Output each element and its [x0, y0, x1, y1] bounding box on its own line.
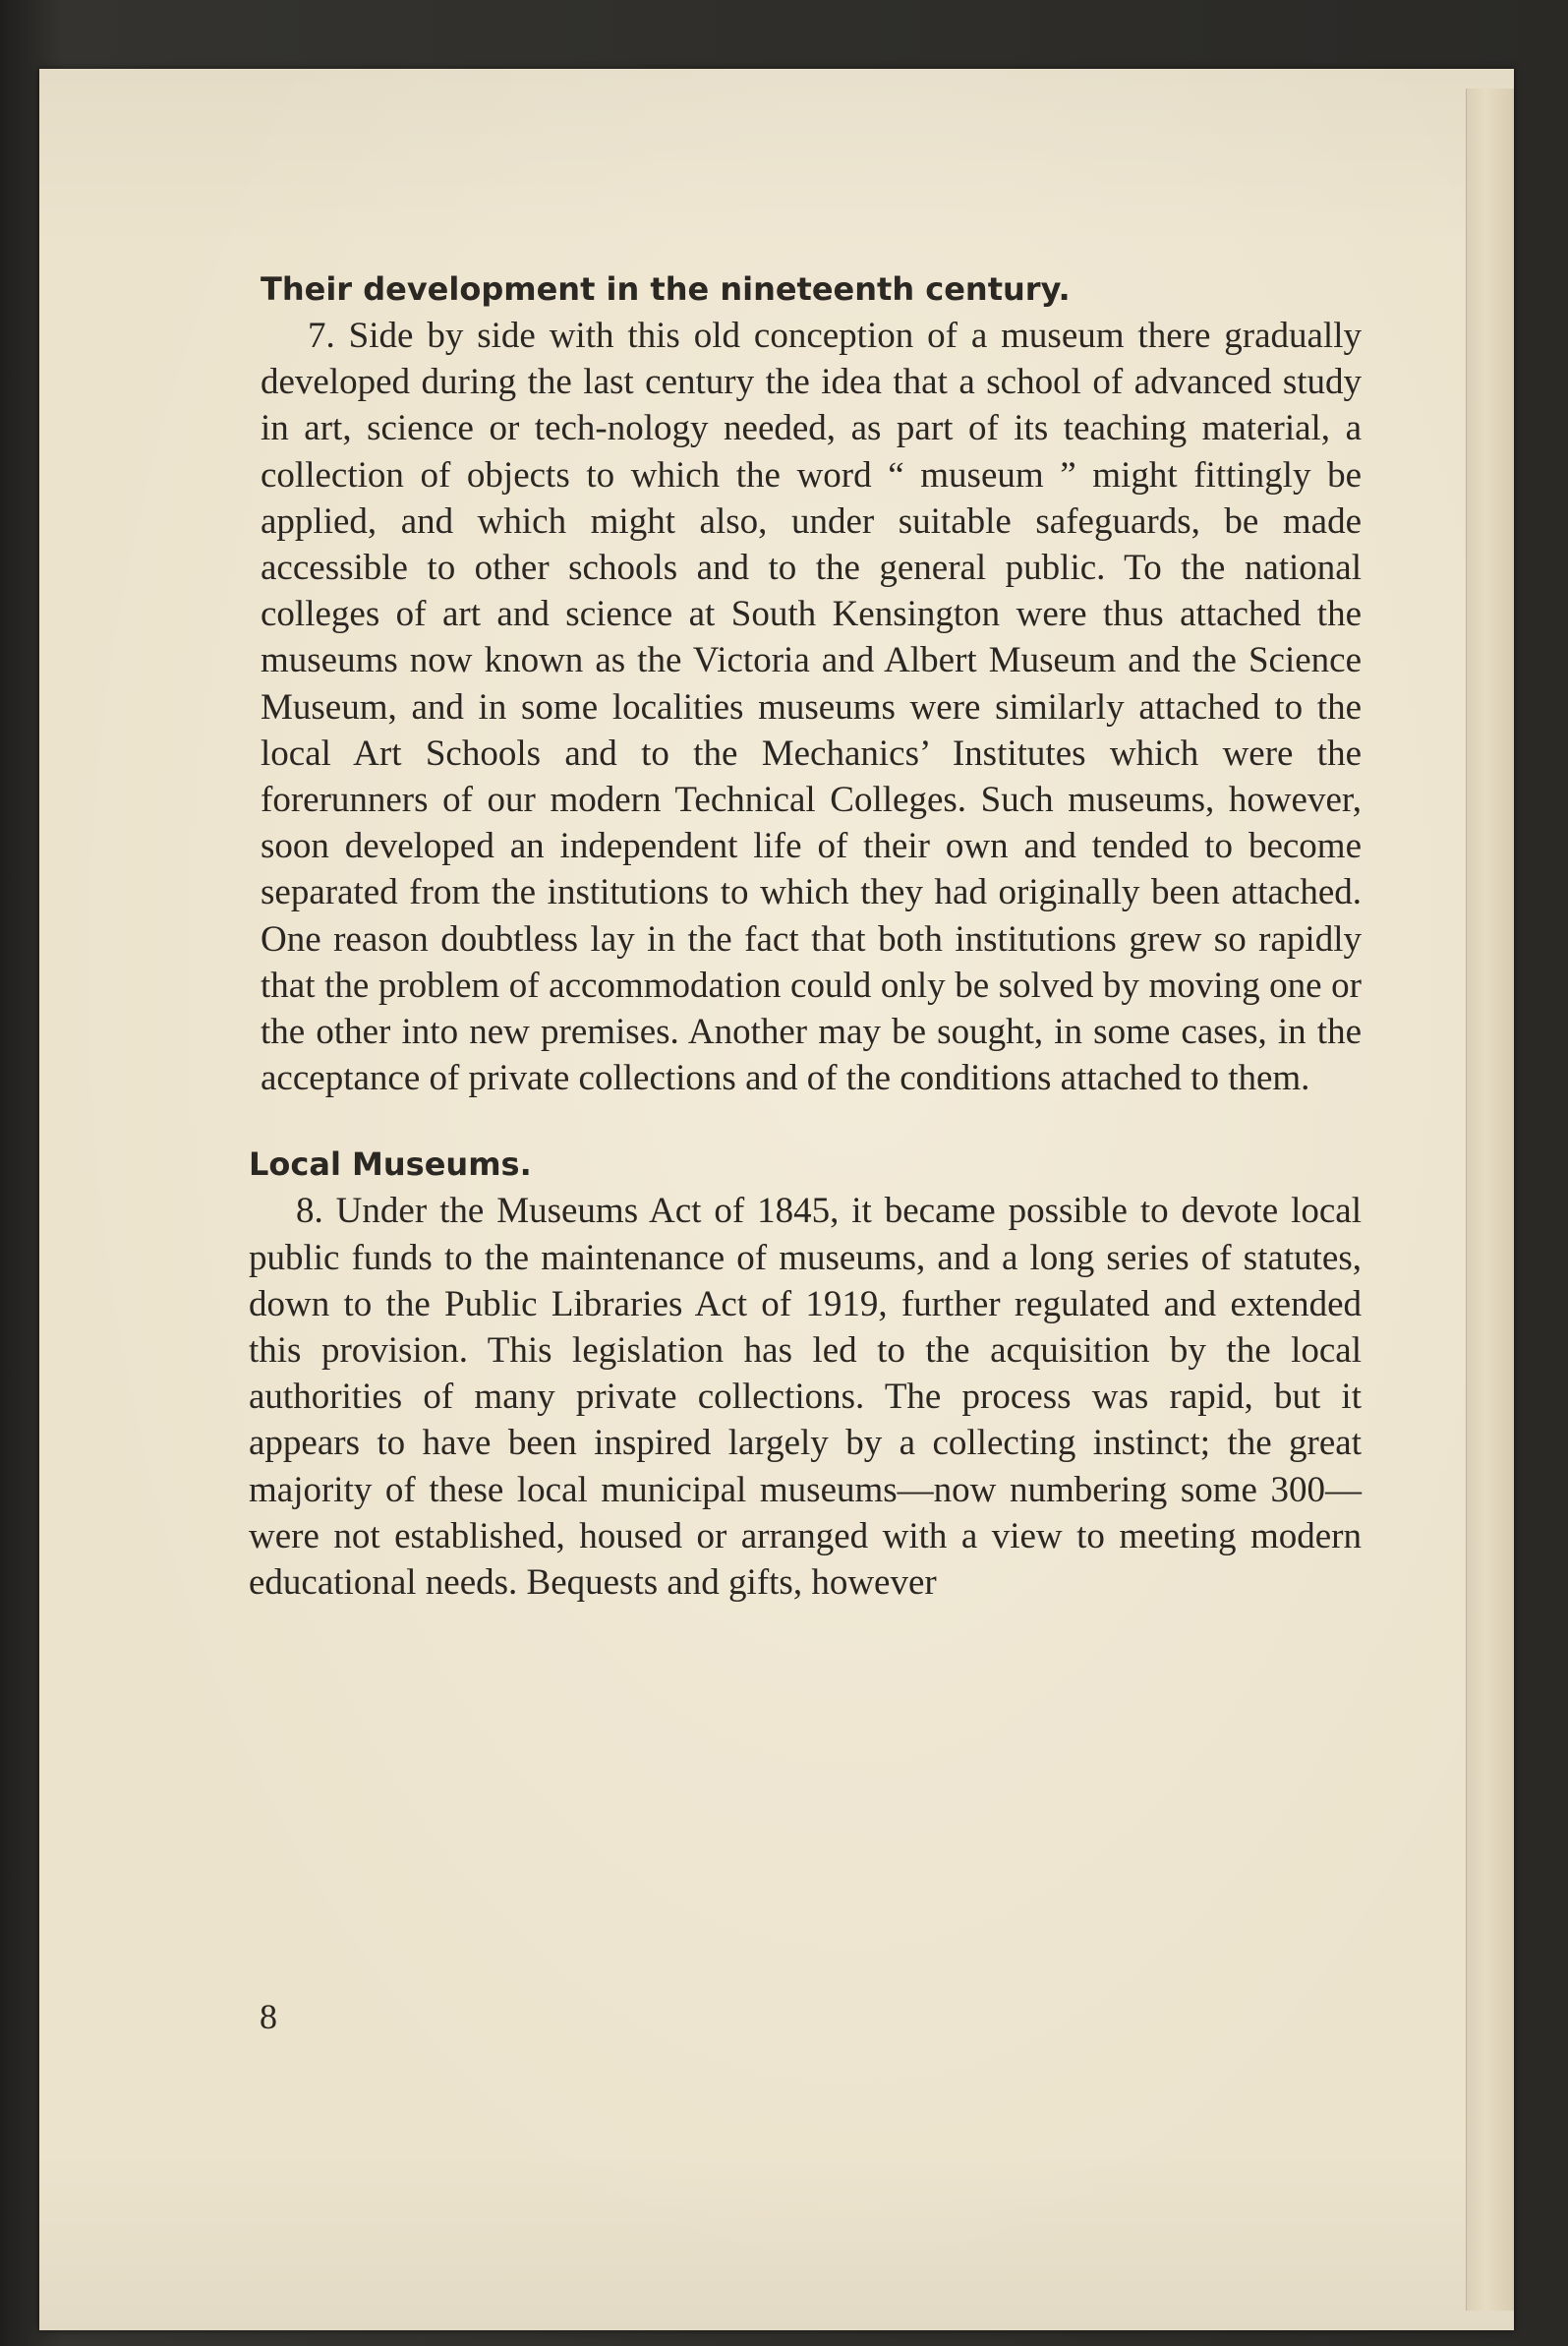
section-heading-local-museums: Local Museums.	[249, 1145, 532, 1184]
page-number: 8	[260, 1997, 277, 2036]
section-heading-nineteenth-century: Their development in the nineteenth century.	[261, 270, 1071, 308]
next-page-edge	[1466, 88, 1514, 2311]
paragraph-7: 7. Side by side with this old conception of a museum there gradually developed during the last century the idea that a school of advanced study in art, science or tech-nology needed, as part of its teaching material, a collection of objects to which the word “ museum ” might fittingly be applied, and which might also, under suitable safeguards, be made accessible to other schools and to the general public. To the national colleges of art and science at South Kensington were thus attached the museums now known as the Victoria and Albert Museum and the Science Museum, and in some localities museums were similarly attached to the local Art Schools and to the Mechanics’ Institutes which were the forerunners of our modern Technical Colleges. Such museums, however, soon developed an independent life of their own and tended to become separated from the institutions to which they had originally been attached. One reason doubtless lay in the fact that both institutions grew so rapidly that the problem of accommodation could only be solved by moving one or the other into new premises. Another may be sought, in some cases, in the acceptance of private collections and of the conditions attached to them.	[261, 316, 1362, 1099]
page-text-block	[249, 267, 1362, 1606]
paragraph-8: 8. Under the Museums Act of 1845, it became possible to devote local public funds to the maintenance of museums, and a long series of statutes, down to the Public Libraries Act of 1919, further regulated and extended this provision. This legislation has led to the acquisition by the local authorities of many private collections. The process was rapid, but it appears to have been inspired largely by a collecting instinct; the great majority of these local municipal museums—now numbering some 300—were not established, housed or arranged with a view to meeting modern educational needs. Bequests and gifts, however	[249, 1191, 1362, 1604]
